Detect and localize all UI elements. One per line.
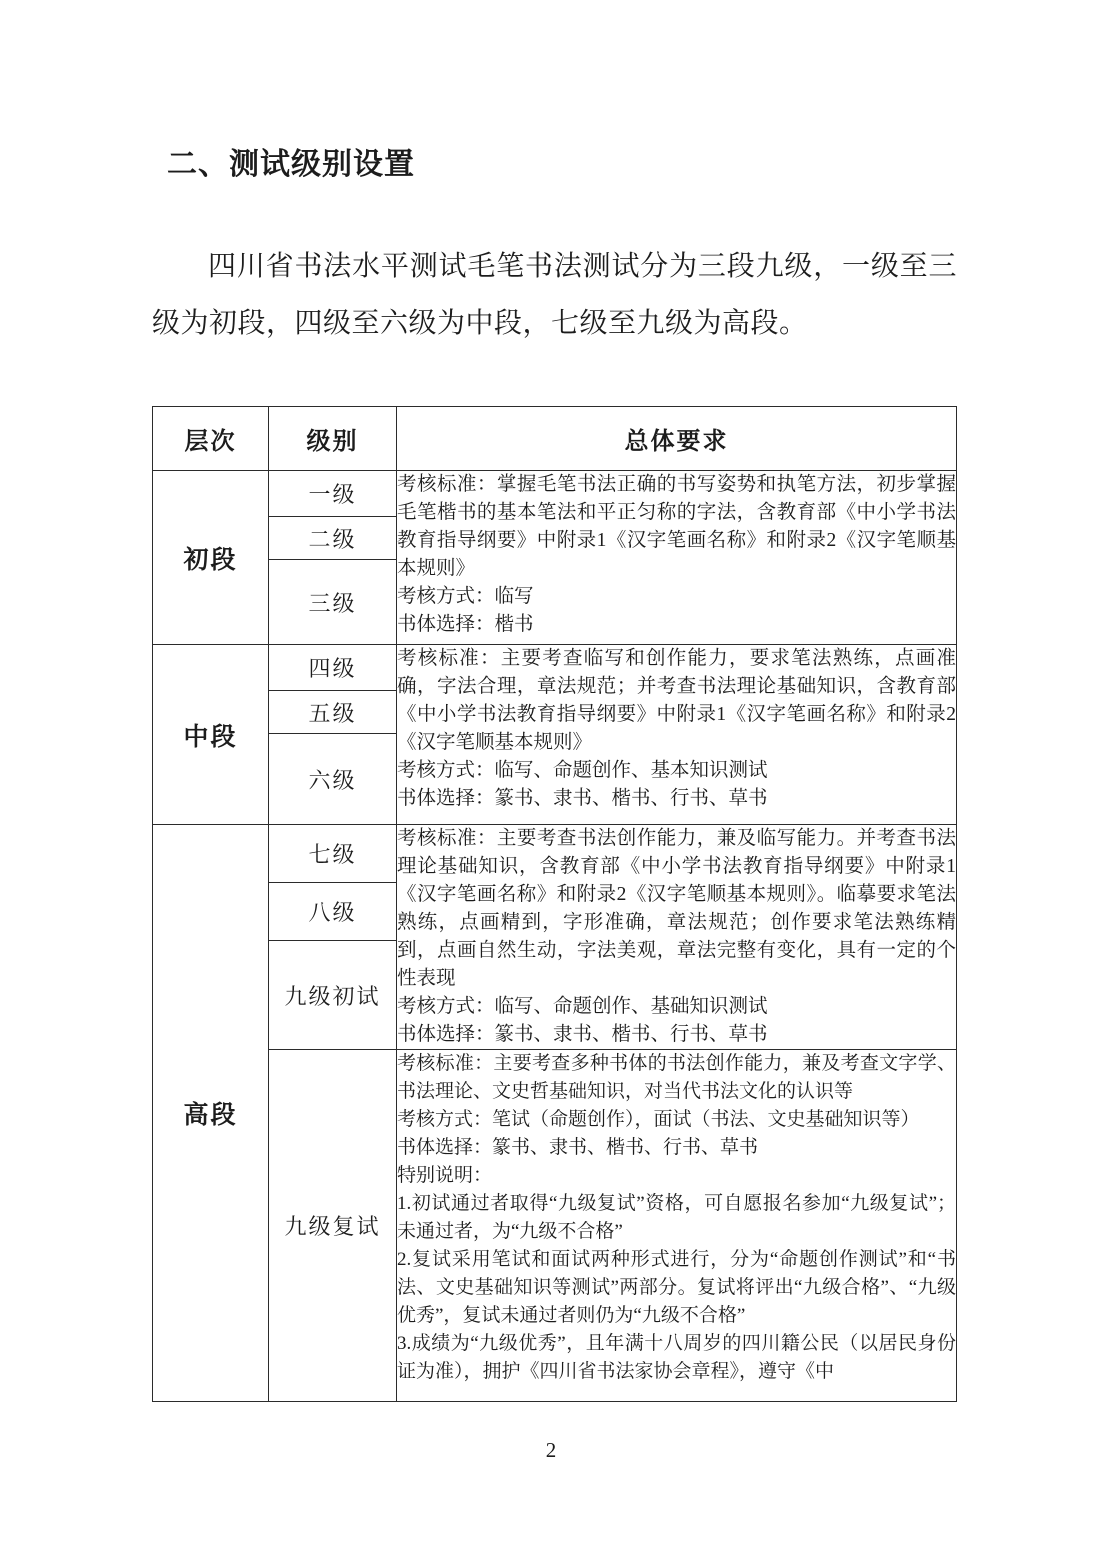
- requirement-line: 考核标准：主要考查多种书体的书法创作能力，兼及考查文字学、书法理论、文史哲基础知识，对当代书法文化的认识等: [397, 1053, 956, 1102]
- section-heading: 二、测试级别设置: [167, 148, 415, 181]
- table-row: [153, 471, 957, 517]
- header-grade: 级别: [269, 407, 397, 471]
- requirement-line: 3.成绩为“九级优秀”，且年满十八周岁的四川籍公民（以居民身份证为准），拥护《四川省书法家协会章程》，遵守《中: [397, 1333, 956, 1382]
- requirement-line: 书体选择：篆书、隶书、楷书、行书、草书: [397, 788, 768, 809]
- grade-cell-level5: 五级: [269, 691, 397, 734]
- requirement-line: 考核方式：临写、命题创作、基础知识测试: [397, 996, 768, 1017]
- levels-table: [152, 406, 957, 1402]
- tier-cell-beginner: 初段: [153, 471, 269, 645]
- requirements-cell-intermediate: [397, 645, 957, 825]
- grade-cell-level1: 一级: [269, 471, 397, 517]
- requirement-line: 考核标准：掌握毛笔书法正确的书写姿势和执笔方法，初步掌握毛笔楷书的基本笔法和平正匀称的字法，含教育部《中小学书法教育指导纲要》中附录1《汉字笔画名称》和附录2《汉字笔顺基本规则》: [397, 474, 956, 579]
- table-row: [153, 645, 957, 691]
- requirements-cell-beginner: [397, 471, 957, 645]
- table-row: [153, 825, 957, 883]
- requirement-line: 书体选择：楷书: [397, 614, 534, 635]
- grade-cell-level4: 四级: [269, 645, 397, 691]
- header-tier: 层次: [153, 407, 269, 471]
- table-row: [153, 1050, 957, 1402]
- requirements-cell-advanced-initial: [397, 825, 957, 1050]
- requirement-line: 考核方式：临写、命题创作、基本知识测试: [397, 760, 768, 781]
- page-number: 2: [545, 1438, 557, 1462]
- tier-cell-intermediate: 中段: [153, 645, 269, 825]
- requirement-line: 1.初试通过者取得“九级复试”资格，可自愿报名参加“九级复试”；未通过者，为“九级不合格”: [397, 1193, 956, 1242]
- table-header-row: [153, 407, 957, 471]
- requirement-line: 2.复试采用笔试和面试两种形式进行，分为“命题创作测试”和“书法、文史基础知识等测试”两部分。复试将评出“九级合格”、“九级优秀”，复试未通过者则仍为“九级不合格”: [397, 1249, 956, 1326]
- grade-cell-level8: 八级: [269, 883, 397, 941]
- requirement-line: 考核标准：主要考查书法创作能力，兼及临写能力。并考查书法理论基础知识，含教育部《中小学书法教育指导纲要》中附录1《汉字笔画名称》和附录2《汉字笔顺基本规则》。临摹要求笔法熟练，点画精到，字形准确，章法规范；创作要求笔法熟练精到，点画自然生动，字法美观，章法完整有变化，具有一定的个性表现: [397, 828, 956, 989]
- header-requirements: 总体要求: [397, 407, 957, 471]
- requirement-line: 考核方式：笔试（命题创作），面试（书法、文史基础知识等）: [397, 1109, 920, 1130]
- requirement-line: 书体选择：篆书、隶书、楷书、行书、草书: [397, 1137, 759, 1158]
- requirement-line: 考核方式：临写: [397, 586, 534, 607]
- grade-cell-level9-first: 九级初试: [269, 941, 397, 1050]
- requirement-line: 书体选择：篆书、隶书、楷书、行书、草书: [397, 1024, 768, 1045]
- grade-cell-level7: 七级: [269, 825, 397, 883]
- requirements-cell-advanced-retest: [397, 1050, 957, 1402]
- grade-cell-level2: 二级: [269, 517, 397, 560]
- grade-cell-level9-retest: 九级复试: [269, 1050, 397, 1402]
- requirement-line: 考核标准：主要考查临写和创作能力，要求笔法熟练，点画准确，字法合理，章法规范；并考查书法理论基础知识，含教育部《中小学书法教育指导纲要》中附录1《汉字笔画名称》和附录2《汉字笔顺基本规则》: [397, 648, 956, 753]
- intro-paragraph: 四川省书法水平测试毛笔书法测试分为三段九级，一级至三级为初段，四级至六级为中段，七级至九级为高段。: [152, 251, 957, 339]
- requirement-line: 特别说明：: [397, 1165, 493, 1186]
- grade-cell-level6: 六级: [269, 734, 397, 825]
- tier-cell-advanced: 高段: [153, 825, 269, 1402]
- grade-cell-level3: 三级: [269, 560, 397, 645]
